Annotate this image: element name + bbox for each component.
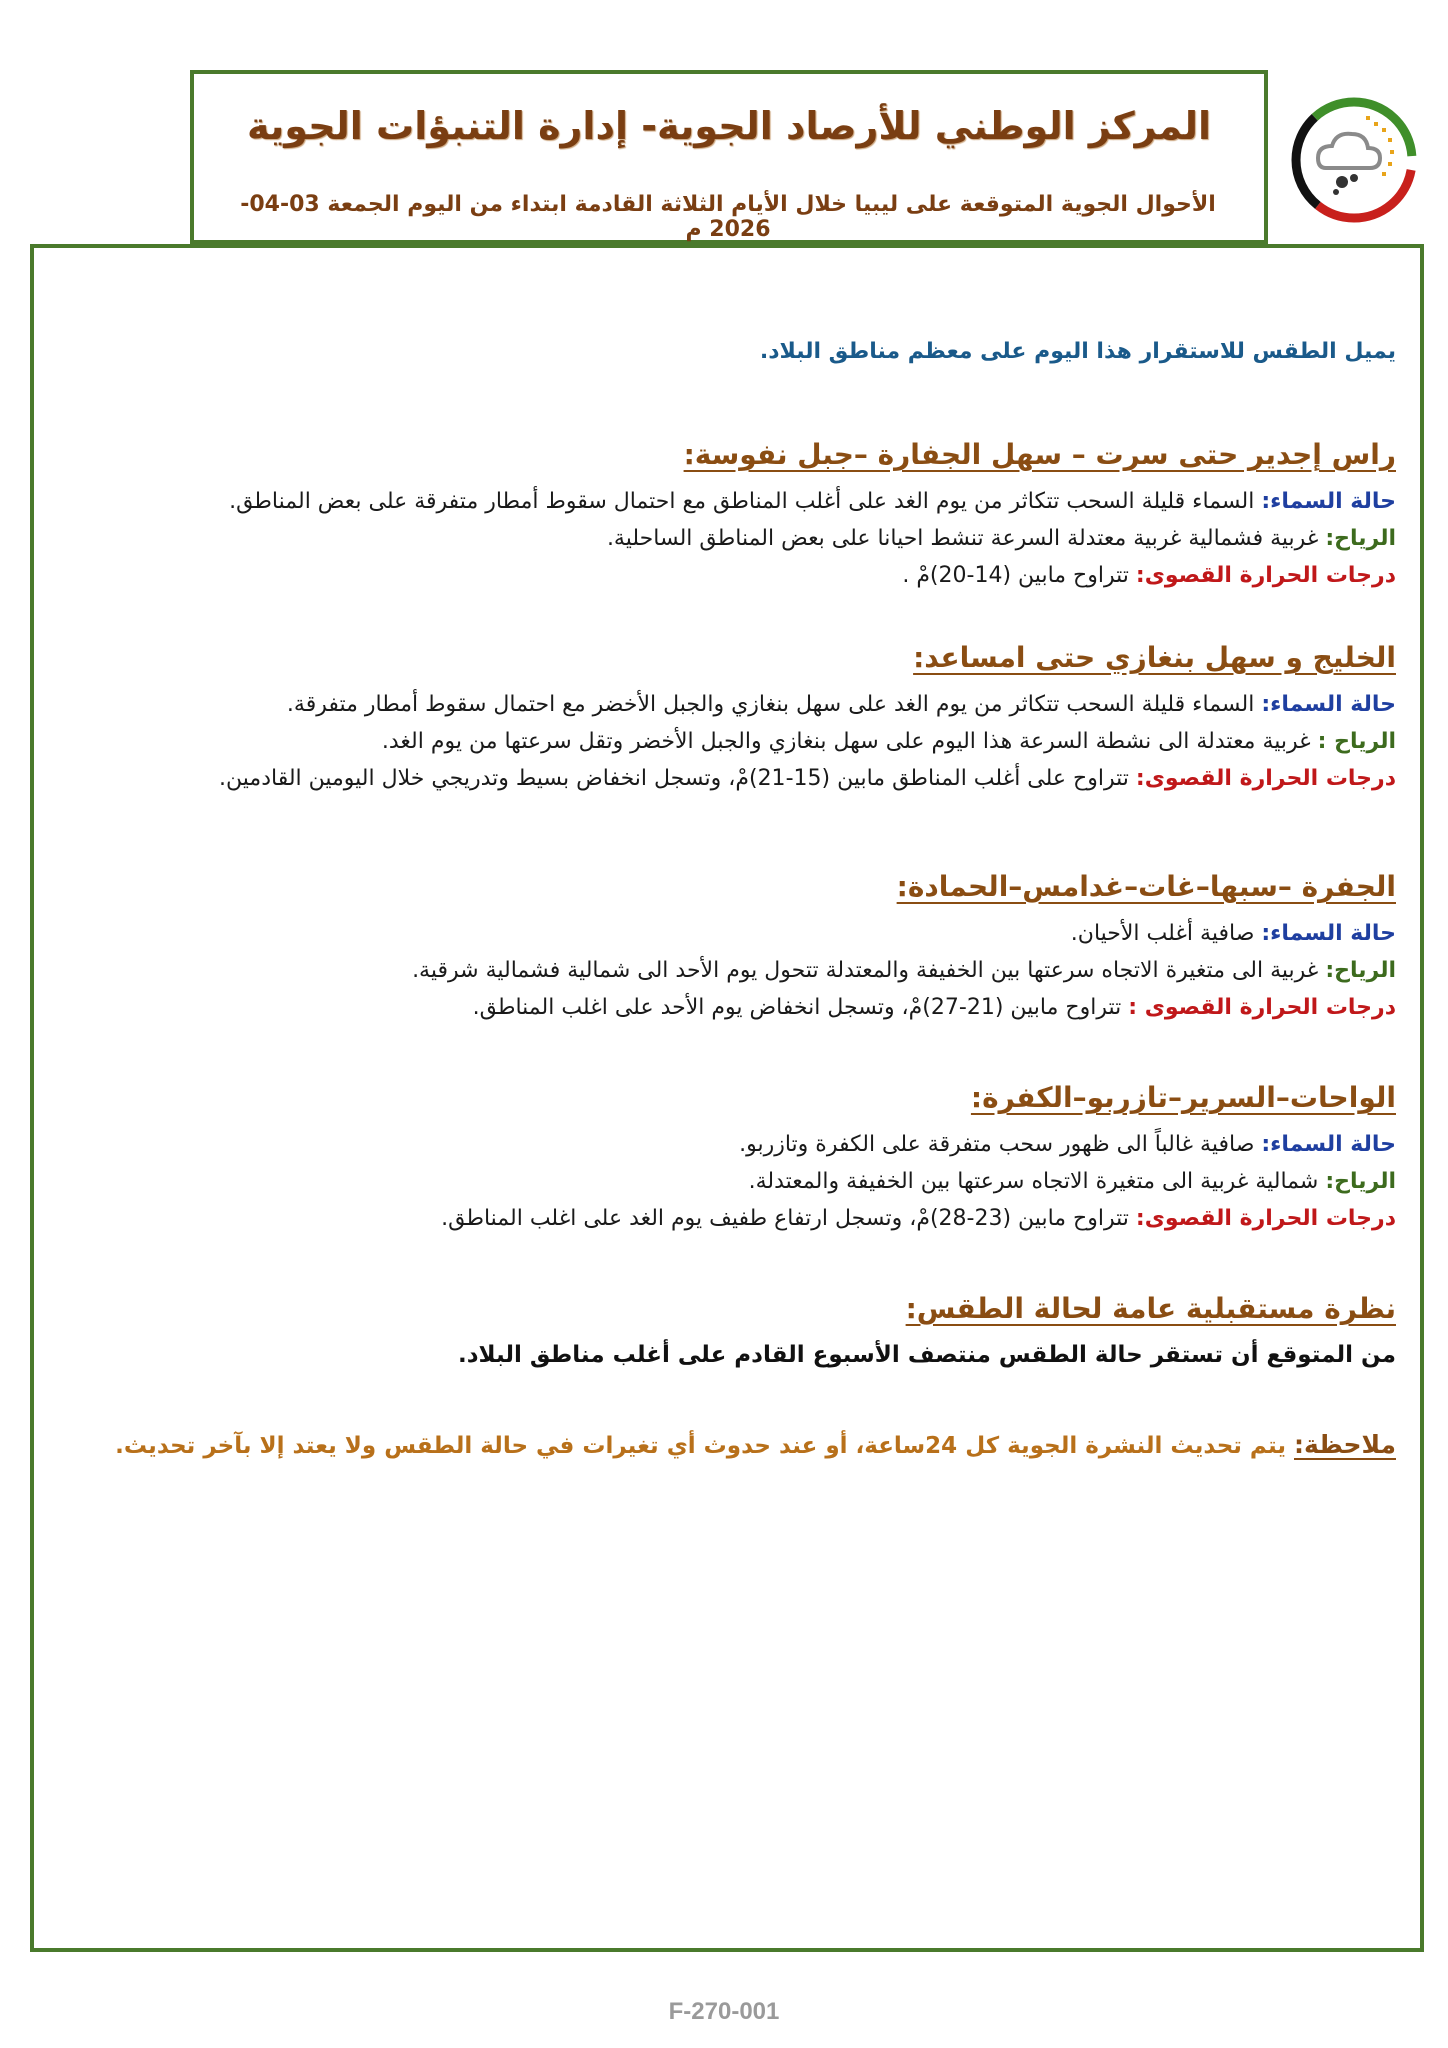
note-text: يتم تحديث النشرة الجوية كل 24ساعة، أو عند حدوث أي تغيرات في حالة الطقس ولا يعتد إلا بآخر تحديث. xyxy=(115,1433,1286,1459)
wind-text: شمالية غربية الى متغيرة الاتجاه سرعتها بين الخفيفة والمعتدلة. xyxy=(748,1169,1319,1194)
wind-line xyxy=(50,1163,1396,1200)
sky-text: صافية غالباً الى ظهور سحب متفرقة على الكفرة وتازربو. xyxy=(739,1132,1255,1157)
region-title: راس إجدير حتى سرت – سهل الجفارة –جبل نفوسة: xyxy=(683,438,1396,471)
sky-line xyxy=(50,483,1396,520)
region-title: الواحات–السرير–تازربو–الكفرة: xyxy=(970,1081,1396,1114)
sky-text: السماء قليلة السحب تتكاثر من يوم الغد على سهل بنغازي والجبل الأخضر مع احتمال سقوط أمطار متفرقة. xyxy=(286,692,1255,717)
temp-label: درجات الحرارة القصوى: xyxy=(1135,1206,1396,1231)
wind-text: غربية فشمالية غربية معتدلة السرعة تنشط احيانا على بعض المناطق الساحلية. xyxy=(606,526,1319,551)
sky-line xyxy=(50,1126,1396,1163)
sky-label: حالة السماء: xyxy=(1261,692,1396,717)
temp-text: تتراوح مابين (23-28)مْ، وتسجل ارتفاع طفيف يوم الغد على اغلب المناطق. xyxy=(441,1206,1129,1231)
outlook-section xyxy=(50,1289,1396,1373)
region-section xyxy=(50,435,1396,594)
region-section xyxy=(50,867,1396,1026)
temp-text: تتراوح على أغلب المناطق مابين (15-21)مْ، وتسجل انخفاض بسيط وتدريجي خلال اليومين القادمين. xyxy=(219,766,1129,791)
sky-text: السماء قليلة السحب تتكاثر من يوم الغد على أغلب المناطق مع احتمال سقوط أمطار متفرقة على بعض المناطق. xyxy=(229,489,1255,514)
temp-text: تتراوح مابين (21-27)مْ، وتسجل انخفاض يوم الأحد على اغلب المناطق. xyxy=(472,995,1122,1020)
region-title: الخليج و سهل بنغازي حتى امساعد: xyxy=(913,641,1396,674)
temp-label: درجات الحرارة القصوى : xyxy=(1128,995,1396,1020)
temp-label: درجات الحرارة القصوى: xyxy=(1135,563,1396,588)
outlook-title: نظرة مستقبلية عامة لحالة الطقس: xyxy=(905,1292,1396,1325)
intro-text: يميل الطقس للاستقرار هذا اليوم على معظم مناطق البلاد. xyxy=(759,339,1396,364)
sky-label: حالة السماء: xyxy=(1261,1132,1396,1157)
wind-label: الرياح: xyxy=(1325,526,1396,551)
temp-line xyxy=(50,557,1396,594)
region-title: الجفرة –سبها–غات–غدامس–الحمادة: xyxy=(896,870,1396,903)
wind-text: غربية الى متغيرة الاتجاه سرعتها بين الخفيفة والمعتدلة تتحول يوم الأحد الى شمالية فشمالية شرقية. xyxy=(412,958,1319,983)
sky-line xyxy=(50,915,1396,952)
temp-label: درجات الحرارة القصوى: xyxy=(1135,766,1396,791)
page-title: المركز الوطني للأرصاد الجوية- إدارة التنبؤات الجوية xyxy=(246,104,1211,148)
region-section xyxy=(50,638,1396,797)
wind-line xyxy=(50,520,1396,557)
outlook-text: من المتوقع أن تستقر حالة الطقس منتصف الأسبوع القادم على أغلب مناطق البلاد. xyxy=(457,1342,1396,1368)
wind-label: الرياح: xyxy=(1325,958,1396,983)
wind-text: غربية معتدلة الى نشطة السرعة هذا اليوم على سهل بنغازي والجبل الأخضر وتقل سرعتها من يوم الغد. xyxy=(381,729,1311,754)
sky-label: حالة السماء: xyxy=(1261,921,1396,946)
sky-label: حالة السماء: xyxy=(1261,489,1396,514)
weather-center-logo-icon xyxy=(1288,94,1420,226)
note-label: ملاحظة: xyxy=(1294,1430,1396,1459)
bulletin-content xyxy=(50,335,1396,1464)
page-subtitle: الأحوال الجوية المتوقعة على ليبيا خلال الأيام الثلاثة القادمة ابتداء من اليوم الجمعة 03-04-2026 م xyxy=(240,192,1216,242)
wind-line xyxy=(50,952,1396,989)
note-line xyxy=(50,1427,1396,1464)
temp-line xyxy=(50,1200,1396,1237)
temp-line xyxy=(50,989,1396,1026)
header-box xyxy=(190,70,1268,244)
region-section xyxy=(50,1078,1396,1237)
temp-text: تتراوح مابين (14-20)مْ . xyxy=(902,563,1129,588)
sky-text: صافية أغلب الأحيان. xyxy=(1070,921,1255,946)
form-code: F-270-001 xyxy=(668,1998,780,2025)
wind-label: الرياح : xyxy=(1317,729,1396,754)
sky-line xyxy=(50,686,1396,723)
temp-line xyxy=(50,760,1396,797)
wind-line xyxy=(50,723,1396,760)
wind-label: الرياح: xyxy=(1325,1169,1396,1194)
